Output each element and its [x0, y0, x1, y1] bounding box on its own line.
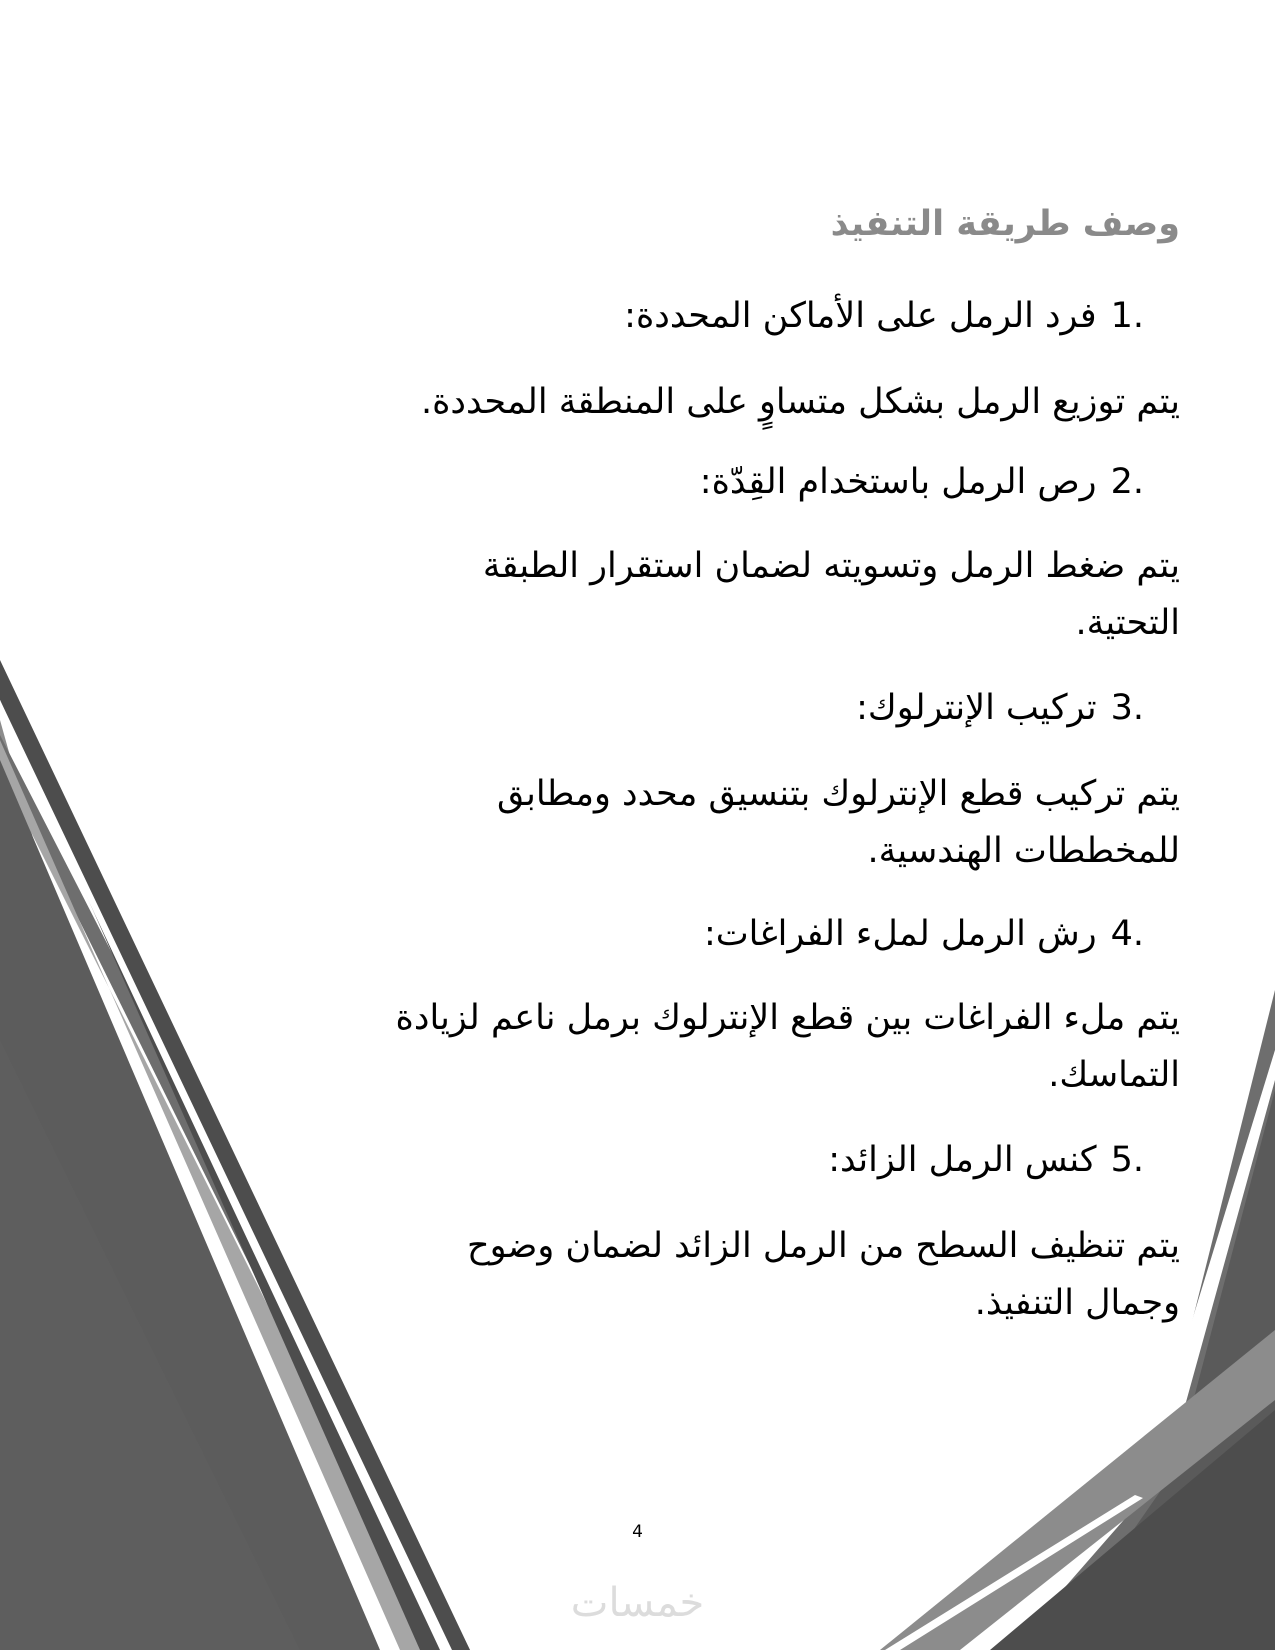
step-1-number: 1. — [1110, 296, 1144, 336]
step-3-title — [856, 688, 1144, 728]
step-5-title — [828, 1140, 1144, 1180]
step-5-title-text: كنس الرمل الزائد: — [828, 1140, 1097, 1180]
step-2-number: 2. — [1110, 462, 1144, 502]
step-1-description: يتم توزيع الرمل بشكل متساوٍ على المنطقة المحددة. — [420, 382, 1180, 422]
step-5-number: 5. — [1110, 1140, 1144, 1180]
step-4-title — [704, 914, 1144, 954]
step-3-title-text: تركيب الإنترلوك: — [856, 688, 1097, 728]
step-1-title — [624, 296, 1144, 336]
step-2-description: يتم ضغط الرمل وتسويته لضمان استقرار الطبقة التحتية. — [482, 546, 1180, 643]
step-4-number: 4. — [1110, 914, 1144, 954]
step-2-title — [700, 462, 1144, 502]
section-heading: وصف طريقة التنفيذ — [830, 204, 1180, 244]
step-2-title-text: رص الرمل باستخدام القِدّة: — [699, 462, 1097, 502]
step-5-description: يتم تنظيف السطح من الرمل الزائد لضمان وضوح وجمال التنفيذ. — [467, 1226, 1180, 1323]
step-4-title-text: رش الرمل لملء الفراغات: — [703, 914, 1097, 954]
step-3-number: 3. — [1110, 688, 1144, 728]
page-number: 4 — [632, 1522, 643, 1542]
step-4-description: يتم ملء الفراغات بين قطع الإنترلوك برمل ناعم لزيادة التماسك. — [395, 998, 1180, 1095]
step-1-title-text: فرد الرمل على الأماكن المحددة: — [624, 296, 1097, 336]
watermark-logo: خمسات — [570, 1580, 705, 1626]
step-3-description: يتم تركيب قطع الإنترلوك بتنسيق محدد ومطابق للمخططات الهندسية. — [496, 774, 1180, 871]
